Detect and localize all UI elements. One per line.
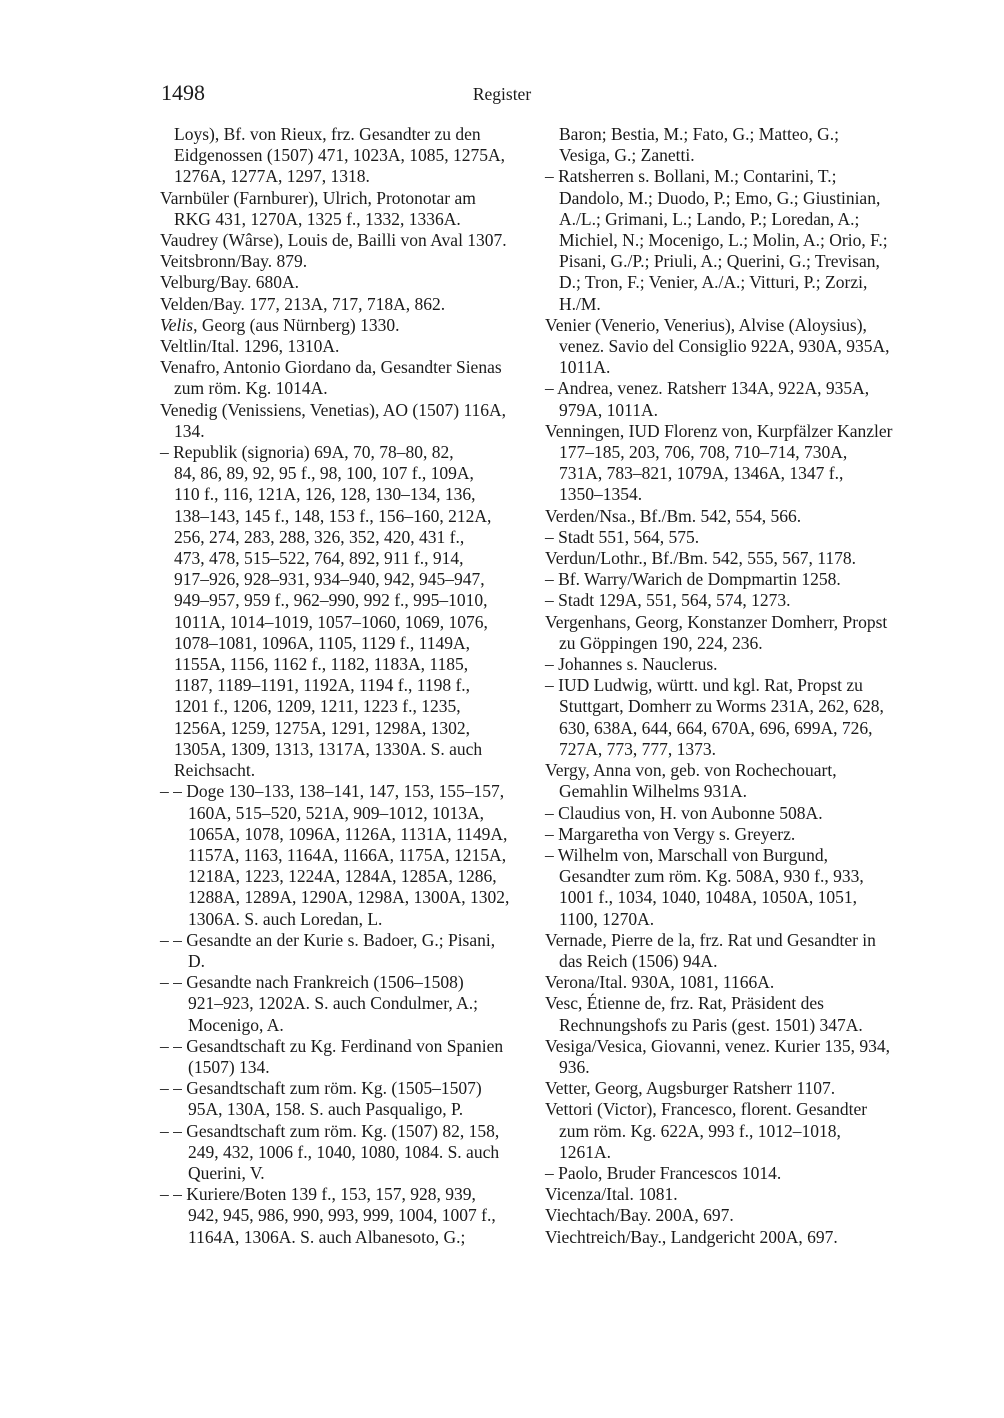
index-entry: Vaudrey (Wârse), Louis de, Bailli von Aval 1307. bbox=[160, 230, 507, 251]
index-entry: – – Kuriere/Boten 139 f., 153, 157, 928, 939, 942, 945, 986, 990, 993, 999, 1004, 1007 f., 1164A, 1306A. S. auch Albanesoto, G.; bbox=[160, 1184, 496, 1247]
running-head: Register bbox=[472, 84, 532, 104]
index-entry: Venedig (Venissiens, Venetias), AO (1507) 116A, 134. bbox=[160, 399, 507, 441]
index-entry: Vettori (Victor), Francesco, florent. Gesandter zum röm. Kg. 622A, 993 f., 1012–1018, 1261A. bbox=[545, 1099, 868, 1162]
index-entry: Vergenhans, Georg, Konstanzer Domherr, Propst zu Göppingen 190, 224, 236. bbox=[545, 611, 888, 653]
index-entry: Vesc, Étienne de, frz. Rat, Präsident des Rechnungshofs zu Paris (gest. 1501) 347A. bbox=[545, 993, 863, 1035]
index-entry-text: , Georg (aus Nürnberg) 1330. bbox=[193, 314, 400, 335]
index-entry: – Stadt 129A, 551, 564, 574, 1273. bbox=[545, 590, 791, 611]
index-entry: Varnbüler (Farnburer), Ulrich, Protonotar am RKG 431, 1270A, 1325 f., 1332, 1336A. bbox=[160, 187, 476, 229]
index-entry: Loys), Bf. von Rieux, frz. Gesandter zu den Eidgenossen (1507) 471, 1023A, 1085, 1275A, 1276A, 1277A, 1297, 1318. bbox=[174, 124, 506, 187]
page-number: 1498 bbox=[161, 80, 205, 105]
index-entry: Veltlin/Ital. 1296, 1310A. bbox=[160, 336, 340, 357]
index-entry: Baron; Bestia, M.; Fato, G.; Matteo, G.; Vesiga, G.; Zanetti. bbox=[559, 124, 839, 166]
index-entry: – – Gesandtschaft zum röm. Kg. (1507) 82, 158, 249, 432, 1006 f., 1040, 1080, 1084. S. auch Querini, V. bbox=[160, 1120, 500, 1183]
index-entry: – Margaretha von Vergy s. Greyerz. bbox=[545, 823, 796, 844]
index-entry: – Wilhelm von, Marschall von Burgund, Gesandter zum röm. Kg. 508A, 930 f., 933, 1001 f., 1034, 1040, 1048A, 1050A, 1051, 1100, 1270A. bbox=[545, 844, 864, 929]
index-entry: – Ratsherren s. Bollani, M.; Contarini, T.; Dandolo, M.; Duodo, P.; Emo, G.; Giustinian, A./L.; Grimani, L.; Lando, P.; Loredan, A.; Michiel, N.; Mocenigo, L.; Molin, A.; Orio, F.; Pisani, G./P.; Priuli, A.; Querini, G.; Trevisan, D.; Tron, F.; Venier, A./A.; Vitturi, P.; Zorzi, H./M. bbox=[545, 166, 888, 314]
index-entry: Vetter, Georg, Augsburger Ratsherr 1107. bbox=[545, 1078, 836, 1099]
index-entry: Velden/Bay. 177, 213A, 717, 718A, 862. bbox=[160, 293, 446, 314]
index-entry: – – Gesandte an der Kurie s. Badoer, G.; Pisani, D. bbox=[160, 929, 496, 971]
index-entry: – Claudius von, H. von Aubonne 508A. bbox=[545, 802, 823, 823]
index-entry: Verden/Nsa., Bf./Bm. 542, 554, 566. bbox=[545, 505, 802, 526]
index-entry bbox=[160, 315, 536, 336]
index-entry: Vicenza/Ital. 1081. bbox=[545, 1184, 678, 1205]
index-entry: Venningen, IUD Florenz von, Kurpfälzer Kanzler 177–185, 203, 706, 708, 710–714, 730A, 731A, 783–821, 1079A, 1346A, 1347 f., 1350–1354. bbox=[545, 420, 893, 505]
index-entry: Venier (Venerio, Venerius), Alvise (Aloysius), venez. Savio del Consiglio 922A, 930A, 935A, 1011A. bbox=[545, 314, 890, 378]
index-entry: – Andrea, venez. Ratsherr 134A, 922A, 935A, 979A, 1011A. bbox=[545, 378, 870, 420]
index-entry: Velburg/Bay. 680A. bbox=[160, 272, 300, 293]
index-column-right bbox=[545, 124, 925, 1248]
index-entry-italic-lead: Velis bbox=[160, 314, 194, 335]
index-entry: – Paolo, Bruder Francescos 1014. bbox=[545, 1162, 782, 1183]
index-entry: Viechtach/Bay. 200A, 697. bbox=[545, 1205, 734, 1226]
index-entry: – Republik (signoria) 69A, 70, 78–80, 82, 84, 86, 89, 92, 95 f., 98, 100, 107 f., 109A, 110 f., 116, 121A, 126, 128, 130–134, 136, 138–143, 145 f., 148, 153 f., 156–160, 212A, 256, 274, 283, 288, 326, 352, 420, 431 f., 473, 478, 515–522, 764, 892, 911 f., 914, 917–926, 928–931, 934–940, 942, 945–947, 949–957, 959 f., 962–990, 992 f., 995–1010, 1011A, 1014–1019, 1057–1060, 1069, 1076, 1078–1081, 1096A, 1105, 1129 f., 1149A, 1155A, 1156, 1162 f., 1182, 1183A, 1185, 1187, 1189–1191, 1192A, 1194 f., 1198 f., 1201 f., 1206, 1209, 1211, 1223 f., 1235, 1256A, 1259, 1275A, 1291, 1298A, 1302, 1305A, 1309, 1313, 1317A, 1330A. S. auch Reichsacht. bbox=[160, 442, 492, 781]
index-entry: Venafro, Antonio Giordano da, Gesandter Sienas zum röm. Kg. 1014A. bbox=[160, 357, 502, 399]
index-entry: – – Gesandtschaft zum röm. Kg. (1505–1507) 95A, 130A, 158. S. auch Pasqualigo, P. bbox=[160, 1078, 482, 1120]
index-entry: – IUD Ludwig, württ. und kgl. Rat, Propst zu Stuttgart, Domherr zu Worms 231A, 262, 628, 630, 638A, 644, 664, 670A, 696, 699A, 726, 727A, 773, 777, 1373. bbox=[545, 675, 884, 759]
index-entry: Veitsbronn/Bay. 879. bbox=[160, 251, 308, 272]
index-entry: Verdun/Lothr., Bf./Bm. 542, 555, 567, 1178. bbox=[545, 548, 856, 569]
index-entry: Vernade, Pierre de la, frz. Rat und Gesandter in das Reich (1506) 94A. bbox=[545, 929, 876, 971]
index-entry: Vergy, Anna von, geb. von Rochechouart, Gemahlin Wilhelms 931A. bbox=[545, 760, 837, 802]
index-entry: – – Gesandte nach Frankreich (1506–1508) 921–923, 1202A. S. auch Condulmer, A.; Mocenigo, A. bbox=[160, 972, 478, 1035]
index-entry: Vesiga/Vesica, Giovanni, venez. Kurier 135, 934, 936. bbox=[545, 1035, 891, 1077]
index-entry: – Johannes s. Nauclerus. bbox=[545, 654, 718, 675]
index-entry: – – Gesandtschaft zu Kg. Ferdinand von Spanien (1507) 134. bbox=[160, 1035, 504, 1077]
index-column-left bbox=[160, 124, 536, 1248]
index-entry: – – Doge 130–133, 138–141, 147, 153, 155–157, 160A, 515–520, 521A, 909–1012, 1013A, 1065A, 1078, 1096A, 1126A, 1131A, 1149A, 1157A, 1163, 1164A, 1166A, 1175A, 1215A, 1218A, 1223, 1224A, 1284A, 1285A, 1286, 1288A, 1289A, 1290A, 1298A, 1300A, 1302, 1306A. S. auch Loredan, L. bbox=[160, 781, 510, 929]
index-entry: – Bf. Warry/Warich de Dompmartin 1258. bbox=[545, 569, 841, 590]
index-entry: Viechtreich/Bay., Landgericht 200A, 697. bbox=[545, 1226, 838, 1247]
index-entry: Verona/Ital. 930A, 1081, 1166A. bbox=[545, 972, 775, 993]
index-entry: – Stadt 551, 564, 575. bbox=[545, 526, 700, 547]
